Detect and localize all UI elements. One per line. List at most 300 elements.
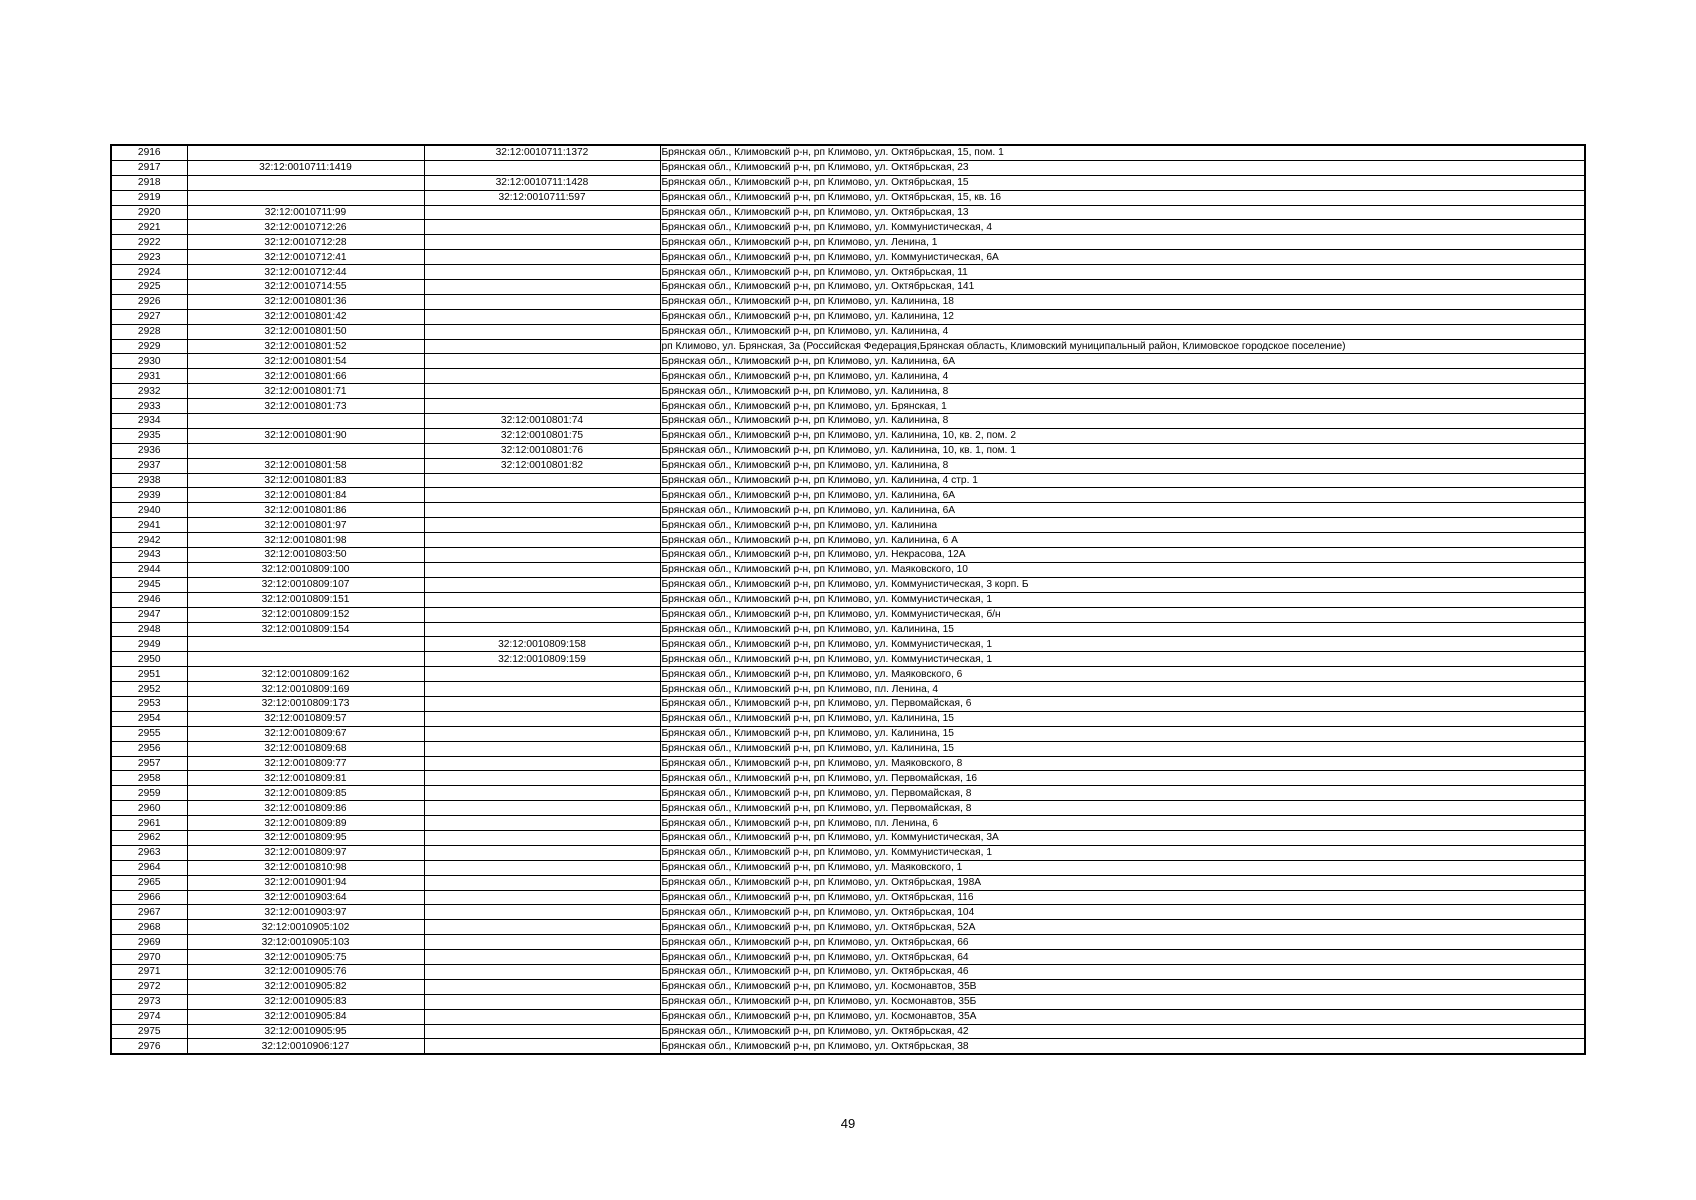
row-number-cell: 2962 bbox=[111, 830, 187, 845]
row-number-cell: 2923 bbox=[111, 250, 187, 265]
related-cadastral-number-cell bbox=[424, 890, 660, 905]
address-cell: Брянская обл., Климовский р-н, рп Климово, ул. Коммунистическая, 1 bbox=[660, 652, 1585, 667]
cadastral-number-cell: 32:12:0010809:100 bbox=[187, 562, 424, 577]
row-number-cell: 2942 bbox=[111, 533, 187, 548]
cadastral-number-cell: 32:12:0010810:98 bbox=[187, 860, 424, 875]
address-cell: Брянская обл., Климовский р-н, рп Климово, ул. Маяковского, 10 bbox=[660, 562, 1585, 577]
row-number-cell: 2965 bbox=[111, 875, 187, 890]
cadastral-number-cell: 32:12:0010801:84 bbox=[187, 488, 424, 503]
row-number-cell: 2938 bbox=[111, 473, 187, 488]
address-cell: Брянская обл., Климовский р-н, рп Климово, ул. Октябрьская, 15, кв. 16 bbox=[660, 190, 1585, 205]
related-cadastral-number-cell bbox=[424, 562, 660, 577]
address-cell: Брянская обл., Климовский р-н, рп Климово, ул. Первомайская, 8 bbox=[660, 786, 1585, 801]
address-cell: Брянская обл., Климовский р-н, рп Климово, ул. Калинина, 18 bbox=[660, 294, 1585, 309]
related-cadastral-number-cell bbox=[424, 771, 660, 786]
address-cell: Брянская обл., Климовский р-н, рп Климово, ул. Октябрьская, 13 bbox=[660, 205, 1585, 220]
related-cadastral-number-cell bbox=[424, 1009, 660, 1024]
related-cadastral-number-cell bbox=[424, 682, 660, 697]
related-cadastral-number-cell: 32:12:0010809:158 bbox=[424, 637, 660, 652]
related-cadastral-number-cell bbox=[424, 860, 660, 875]
table-row bbox=[111, 458, 1585, 473]
address-cell: Брянская обл., Климовский р-н, рп Климово, ул. Первомайская, 6 bbox=[660, 696, 1585, 711]
cadastral-number-cell: 32:12:0010809:85 bbox=[187, 786, 424, 801]
cadastral-number-cell: 32:12:0010905:84 bbox=[187, 1009, 424, 1024]
table-row bbox=[111, 324, 1585, 339]
cadastral-number-cell: 32:12:0010905:95 bbox=[187, 1024, 424, 1039]
cadastral-number-cell: 32:12:0010801:36 bbox=[187, 294, 424, 309]
row-number-cell: 2941 bbox=[111, 518, 187, 533]
cadastral-number-cell: 32:12:0010906:127 bbox=[187, 1039, 424, 1054]
table-row bbox=[111, 354, 1585, 369]
related-cadastral-number-cell: 32:12:0010711:1372 bbox=[424, 145, 660, 160]
row-number-cell: 2919 bbox=[111, 190, 187, 205]
row-number-cell: 2973 bbox=[111, 994, 187, 1009]
row-number-cell: 2951 bbox=[111, 667, 187, 682]
table-row bbox=[111, 830, 1585, 845]
address-cell: Брянская обл., Климовский р-н, рп Климово, ул. Некрасова, 12А bbox=[660, 548, 1585, 563]
registry-table bbox=[110, 144, 1586, 1055]
cadastral-number-cell: 32:12:0010809:86 bbox=[187, 801, 424, 816]
row-number-cell: 2933 bbox=[111, 399, 187, 414]
cadastral-number-cell: 32:12:0010801:98 bbox=[187, 533, 424, 548]
row-number-cell: 2970 bbox=[111, 950, 187, 965]
cadastral-number-cell bbox=[187, 175, 424, 190]
row-number-cell: 2950 bbox=[111, 652, 187, 667]
address-cell: Брянская обл., Климовский р-н, рп Климово, ул. Калинина, 15 bbox=[660, 622, 1585, 637]
related-cadastral-number-cell bbox=[424, 265, 660, 280]
related-cadastral-number-cell bbox=[424, 354, 660, 369]
cadastral-number-cell: 32:12:0010712:41 bbox=[187, 250, 424, 265]
row-number-cell: 2961 bbox=[111, 816, 187, 831]
related-cadastral-number-cell bbox=[424, 235, 660, 250]
table-row bbox=[111, 652, 1585, 667]
related-cadastral-number-cell bbox=[424, 205, 660, 220]
related-cadastral-number-cell bbox=[424, 294, 660, 309]
cadastral-number-cell: 32:12:0010809:68 bbox=[187, 741, 424, 756]
row-number-cell: 2959 bbox=[111, 786, 187, 801]
cadastral-number-cell: 32:12:0010712:44 bbox=[187, 265, 424, 280]
address-cell: Брянская обл., Климовский р-н, рп Климово, ул. Октябрьская, 11 bbox=[660, 265, 1585, 280]
address-cell: Брянская обл., Климовский р-н, рп Климово, ул. Калинина, 15 bbox=[660, 741, 1585, 756]
row-number-cell: 2949 bbox=[111, 637, 187, 652]
address-cell: Брянская обл., Климовский р-н, рп Климово, ул. Маяковского, 6 bbox=[660, 667, 1585, 682]
address-cell: Брянская обл., Климовский р-н, рп Климово, ул. Октябрьская, 46 bbox=[660, 964, 1585, 979]
related-cadastral-number-cell: 32:12:0010711:597 bbox=[424, 190, 660, 205]
related-cadastral-number-cell bbox=[424, 756, 660, 771]
page-number: 49 bbox=[840, 1116, 856, 1131]
row-number-cell: 2926 bbox=[111, 294, 187, 309]
cadastral-number-cell: 32:12:0010714:55 bbox=[187, 280, 424, 295]
table-row bbox=[111, 964, 1585, 979]
row-number-cell: 2917 bbox=[111, 160, 187, 175]
row-number-cell: 2931 bbox=[111, 369, 187, 384]
related-cadastral-number-cell: 32:12:0010801:76 bbox=[424, 443, 660, 458]
table-row bbox=[111, 682, 1585, 697]
cadastral-number-cell: 32:12:0010801:83 bbox=[187, 473, 424, 488]
registry-table-body bbox=[111, 145, 1585, 1054]
address-cell: Брянская обл., Климовский р-н, рп Климово, пл. Ленина, 4 bbox=[660, 682, 1585, 697]
related-cadastral-number-cell bbox=[424, 1039, 660, 1054]
table-row bbox=[111, 801, 1585, 816]
cadastral-number-cell: 32:12:0010801:54 bbox=[187, 354, 424, 369]
cadastral-number-cell: 32:12:0010809:95 bbox=[187, 830, 424, 845]
row-number-cell: 2957 bbox=[111, 756, 187, 771]
cadastral-number-cell bbox=[187, 190, 424, 205]
cadastral-number-cell: 32:12:0010809:173 bbox=[187, 696, 424, 711]
address-cell: Брянская обл., Климовский р-н, рп Климово, ул. Коммунистическая, 3 корп. Б bbox=[660, 577, 1585, 592]
address-cell: Брянская обл., Климовский р-н, рп Климово, ул. Октябрьская, 66 bbox=[660, 935, 1585, 950]
table-row bbox=[111, 220, 1585, 235]
related-cadastral-number-cell: 32:12:0010809:159 bbox=[424, 652, 660, 667]
row-number-cell: 2968 bbox=[111, 920, 187, 935]
table-row bbox=[111, 190, 1585, 205]
address-cell: Брянская обл., Климовский р-н, рп Климово, ул. Октябрьская, 64 bbox=[660, 950, 1585, 965]
related-cadastral-number-cell bbox=[424, 935, 660, 950]
address-cell: Брянская обл., Климовский р-н, рп Климово, ул. Космонавтов, 35Б bbox=[660, 994, 1585, 1009]
cadastral-number-cell: 32:12:0010801:50 bbox=[187, 324, 424, 339]
row-number-cell: 2967 bbox=[111, 905, 187, 920]
row-number-cell: 2936 bbox=[111, 443, 187, 458]
related-cadastral-number-cell bbox=[424, 905, 660, 920]
related-cadastral-number-cell bbox=[424, 979, 660, 994]
address-cell: Брянская обл., Климовский р-н, рп Климово, ул. Октябрьская, 23 bbox=[660, 160, 1585, 175]
table-row bbox=[111, 339, 1585, 354]
row-number-cell: 2935 bbox=[111, 428, 187, 443]
row-number-cell: 2946 bbox=[111, 592, 187, 607]
address-cell: Брянская обл., Климовский р-н, рп Климово, ул. Калинина, 12 bbox=[660, 309, 1585, 324]
related-cadastral-number-cell bbox=[424, 309, 660, 324]
address-cell: Брянская обл., Климовский р-н, рп Климово, ул. Калинина, 8 bbox=[660, 414, 1585, 429]
cadastral-number-cell: 32:12:0010712:26 bbox=[187, 220, 424, 235]
cadastral-number-cell: 32:12:0010809:97 bbox=[187, 845, 424, 860]
cadastral-number-cell: 32:12:0010809:154 bbox=[187, 622, 424, 637]
address-cell: Брянская обл., Климовский р-н, рп Климово, ул. Маяковского, 1 bbox=[660, 860, 1585, 875]
related-cadastral-number-cell bbox=[424, 667, 660, 682]
address-cell: Брянская обл., Климовский р-н, рп Климово, ул. Октябрьская, 15 bbox=[660, 175, 1585, 190]
table-row bbox=[111, 979, 1585, 994]
related-cadastral-number-cell bbox=[424, 369, 660, 384]
address-cell: Брянская обл., Климовский р-н, рп Климово, ул. Калинина, 10, кв. 1, пом. 1 bbox=[660, 443, 1585, 458]
address-cell: Брянская обл., Климовский р-н, рп Климово, ул. Калинина, 6А bbox=[660, 503, 1585, 518]
related-cadastral-number-cell bbox=[424, 622, 660, 637]
table-row bbox=[111, 235, 1585, 250]
address-cell: Брянская обл., Климовский р-н, рп Климово, ул. Октябрьская, 198А bbox=[660, 875, 1585, 890]
row-number-cell: 2922 bbox=[111, 235, 187, 250]
table-row bbox=[111, 845, 1585, 860]
address-cell: Брянская обл., Климовский р-н, рп Климово, ул. Первомайская, 16 bbox=[660, 771, 1585, 786]
address-cell: Брянская обл., Климовский р-н, рп Климово, ул. Калинина, 4 стр. 1 bbox=[660, 473, 1585, 488]
related-cadastral-number-cell bbox=[424, 741, 660, 756]
table-row bbox=[111, 696, 1585, 711]
address-cell: Брянская обл., Климовский р-н, рп Климово, ул. Калинина, 8 bbox=[660, 458, 1585, 473]
cadastral-number-cell: 32:12:0010801:86 bbox=[187, 503, 424, 518]
related-cadastral-number-cell bbox=[424, 533, 660, 548]
table-row bbox=[111, 756, 1585, 771]
table-row bbox=[111, 875, 1585, 890]
address-cell: Брянская обл., Климовский р-н, рп Климово, ул. Коммунистическая, 1 bbox=[660, 592, 1585, 607]
row-number-cell: 2955 bbox=[111, 726, 187, 741]
related-cadastral-number-cell bbox=[424, 280, 660, 295]
table-row bbox=[111, 1024, 1585, 1039]
address-cell: Брянская обл., Климовский р-н, рп Климово, ул. Калинина, 15 bbox=[660, 711, 1585, 726]
address-cell: Брянская обл., Климовский р-н, рп Климово, ул. Калинина, 15 bbox=[660, 726, 1585, 741]
related-cadastral-number-cell bbox=[424, 920, 660, 935]
row-number-cell: 2939 bbox=[111, 488, 187, 503]
row-number-cell: 2924 bbox=[111, 265, 187, 280]
related-cadastral-number-cell bbox=[424, 1024, 660, 1039]
table-row bbox=[111, 726, 1585, 741]
row-number-cell: 2972 bbox=[111, 979, 187, 994]
address-cell: Брянская обл., Климовский р-н, рп Климово, ул. Калинина, 8 bbox=[660, 384, 1585, 399]
cadastral-number-cell: 32:12:0010809:169 bbox=[187, 682, 424, 697]
row-number-cell: 2925 bbox=[111, 280, 187, 295]
row-number-cell: 2920 bbox=[111, 205, 187, 220]
table-row bbox=[111, 562, 1585, 577]
table-row bbox=[111, 711, 1585, 726]
row-number-cell: 2916 bbox=[111, 145, 187, 160]
cadastral-number-cell: 32:12:0010901:94 bbox=[187, 875, 424, 890]
table-row bbox=[111, 607, 1585, 622]
address-cell: Брянская обл., Климовский р-н, рп Климово, ул. Первомайская, 8 bbox=[660, 801, 1585, 816]
related-cadastral-number-cell: 32:12:0010801:74 bbox=[424, 414, 660, 429]
row-number-cell: 2937 bbox=[111, 458, 187, 473]
related-cadastral-number-cell bbox=[424, 577, 660, 592]
related-cadastral-number-cell bbox=[424, 503, 660, 518]
row-number-cell: 2928 bbox=[111, 324, 187, 339]
table-row bbox=[111, 175, 1585, 190]
address-cell: Брянская обл., Климовский р-н, рп Климово, ул. Калинина, 6А bbox=[660, 488, 1585, 503]
table-row bbox=[111, 994, 1585, 1009]
address-cell: Брянская обл., Климовский р-н, рп Климово, ул. Октябрьская, 42 bbox=[660, 1024, 1585, 1039]
row-number-cell: 2943 bbox=[111, 548, 187, 563]
table-row bbox=[111, 488, 1585, 503]
related-cadastral-number-cell: 32:12:0010801:75 bbox=[424, 428, 660, 443]
cadastral-number-cell: 32:12:0010801:52 bbox=[187, 339, 424, 354]
row-number-cell: 2966 bbox=[111, 890, 187, 905]
address-cell: рп Климово, ул. Брянская, 3а (Российская Федерация,Брянская область, Климовский муниципальный район, Климовское городское поселение) bbox=[660, 339, 1585, 354]
table-row bbox=[111, 414, 1585, 429]
cadastral-number-cell: 32:12:0010905:103 bbox=[187, 935, 424, 950]
cadastral-number-cell bbox=[187, 414, 424, 429]
cadastral-number-cell: 32:12:0010801:90 bbox=[187, 428, 424, 443]
related-cadastral-number-cell bbox=[424, 994, 660, 1009]
row-number-cell: 2960 bbox=[111, 801, 187, 816]
address-cell: Брянская обл., Климовский р-н, рп Климово, ул. Космонавтов, 35В bbox=[660, 979, 1585, 994]
address-cell: Брянская обл., Климовский р-н, рп Климово, ул. Ленина, 1 bbox=[660, 235, 1585, 250]
row-number-cell: 2927 bbox=[111, 309, 187, 324]
cadastral-number-cell: 32:12:0010801:42 bbox=[187, 309, 424, 324]
table-row bbox=[111, 533, 1585, 548]
row-number-cell: 2930 bbox=[111, 354, 187, 369]
cadastral-number-cell: 32:12:0010809:89 bbox=[187, 816, 424, 831]
table-row bbox=[111, 399, 1585, 414]
cadastral-number-cell: 32:12:0010903:97 bbox=[187, 905, 424, 920]
table-row bbox=[111, 369, 1585, 384]
cadastral-number-cell: 32:12:0010712:28 bbox=[187, 235, 424, 250]
table-row bbox=[111, 384, 1585, 399]
cadastral-number-cell bbox=[187, 652, 424, 667]
cadastral-number-cell: 32:12:0010801:58 bbox=[187, 458, 424, 473]
row-number-cell: 2934 bbox=[111, 414, 187, 429]
row-number-cell: 2954 bbox=[111, 711, 187, 726]
row-number-cell: 2976 bbox=[111, 1039, 187, 1054]
cadastral-number-cell: 32:12:0010801:97 bbox=[187, 518, 424, 533]
related-cadastral-number-cell bbox=[424, 711, 660, 726]
address-cell: Брянская обл., Климовский р-н, рп Климово, ул. Коммунистическая, 1 bbox=[660, 637, 1585, 652]
table-row bbox=[111, 771, 1585, 786]
table-row bbox=[111, 592, 1585, 607]
related-cadastral-number-cell bbox=[424, 250, 660, 265]
address-cell: Брянская обл., Климовский р-н, рп Климово, ул. Калинина bbox=[660, 518, 1585, 533]
table-row bbox=[111, 443, 1585, 458]
related-cadastral-number-cell bbox=[424, 696, 660, 711]
row-number-cell: 2956 bbox=[111, 741, 187, 756]
address-cell: Брянская обл., Климовский р-н, рп Климово, ул. Октябрьская, 38 bbox=[660, 1039, 1585, 1054]
cadastral-number-cell bbox=[187, 443, 424, 458]
related-cadastral-number-cell bbox=[424, 473, 660, 488]
table-row bbox=[111, 1039, 1585, 1054]
table-row bbox=[111, 309, 1585, 324]
row-number-cell: 2932 bbox=[111, 384, 187, 399]
address-cell: Брянская обл., Климовский р-н, рп Климово, ул. Коммунистическая, 1 bbox=[660, 845, 1585, 860]
table-row bbox=[111, 518, 1585, 533]
table-row bbox=[111, 250, 1585, 265]
row-number-cell: 2918 bbox=[111, 175, 187, 190]
address-cell: Брянская обл., Климовский р-н, рп Климово, пл. Ленина, 6 bbox=[660, 816, 1585, 831]
table-row bbox=[111, 280, 1585, 295]
cadastral-number-cell: 32:12:0010905:102 bbox=[187, 920, 424, 935]
table-row bbox=[111, 890, 1585, 905]
cadastral-number-cell: 32:12:0010809:77 bbox=[187, 756, 424, 771]
related-cadastral-number-cell bbox=[424, 726, 660, 741]
address-cell: Брянская обл., Климовский р-н, рп Климово, ул. Октябрьская, 15, пом. 1 bbox=[660, 145, 1585, 160]
row-number-cell: 2952 bbox=[111, 682, 187, 697]
row-number-cell: 2944 bbox=[111, 562, 187, 577]
cadastral-number-cell: 32:12:0010809:67 bbox=[187, 726, 424, 741]
row-number-cell: 2940 bbox=[111, 503, 187, 518]
related-cadastral-number-cell bbox=[424, 964, 660, 979]
address-cell: Брянская обл., Климовский р-н, рп Климово, ул. Калинина, 6А bbox=[660, 354, 1585, 369]
related-cadastral-number-cell bbox=[424, 845, 660, 860]
related-cadastral-number-cell bbox=[424, 220, 660, 235]
table-row bbox=[111, 860, 1585, 875]
related-cadastral-number-cell bbox=[424, 816, 660, 831]
related-cadastral-number-cell bbox=[424, 160, 660, 175]
related-cadastral-number-cell: 32:12:0010711:1428 bbox=[424, 175, 660, 190]
address-cell: Брянская обл., Климовский р-н, рп Климово, ул. Октябрьская, 116 bbox=[660, 890, 1585, 905]
table-row bbox=[111, 741, 1585, 756]
related-cadastral-number-cell bbox=[424, 339, 660, 354]
address-cell: Брянская обл., Климовский р-н, рп Климово, ул. Калинина, 4 bbox=[660, 369, 1585, 384]
address-cell: Брянская обл., Климовский р-н, рп Климово, ул. Коммунистическая, б/н bbox=[660, 607, 1585, 622]
cadastral-number-cell: 32:12:0010809:151 bbox=[187, 592, 424, 607]
row-number-cell: 2948 bbox=[111, 622, 187, 637]
table-row bbox=[111, 160, 1585, 175]
cadastral-number-cell: 32:12:0010803:50 bbox=[187, 548, 424, 563]
address-cell: Брянская обл., Климовский р-н, рп Климово, ул. Космонавтов, 35А bbox=[660, 1009, 1585, 1024]
related-cadastral-number-cell bbox=[424, 830, 660, 845]
cadastral-number-cell: 32:12:0010711:1419 bbox=[187, 160, 424, 175]
cadastral-number-cell: 32:12:0010905:83 bbox=[187, 994, 424, 1009]
table-row bbox=[111, 294, 1585, 309]
table-row bbox=[111, 622, 1585, 637]
row-number-cell: 2947 bbox=[111, 607, 187, 622]
address-cell: Брянская обл., Климовский р-н, рп Климово, ул. Октябрьская, 52А bbox=[660, 920, 1585, 935]
cadastral-number-cell: 32:12:0010801:66 bbox=[187, 369, 424, 384]
table-row bbox=[111, 950, 1585, 965]
table-row bbox=[111, 265, 1585, 280]
table-row bbox=[111, 548, 1585, 563]
cadastral-number-cell: 32:12:0010809:81 bbox=[187, 771, 424, 786]
cadastral-number-cell: 32:12:0010809:152 bbox=[187, 607, 424, 622]
cadastral-number-cell bbox=[187, 145, 424, 160]
address-cell: Брянская обл., Климовский р-н, рп Климово, ул. Коммунистическая, 6А bbox=[660, 250, 1585, 265]
row-number-cell: 2953 bbox=[111, 696, 187, 711]
address-cell: Брянская обл., Климовский р-н, рп Климово, ул. Калинина, 10, кв. 2, пом. 2 bbox=[660, 428, 1585, 443]
cadastral-number-cell: 32:12:0010801:71 bbox=[187, 384, 424, 399]
table-row bbox=[111, 920, 1585, 935]
row-number-cell: 2921 bbox=[111, 220, 187, 235]
row-number-cell: 2958 bbox=[111, 771, 187, 786]
table-row bbox=[111, 905, 1585, 920]
table-row bbox=[111, 637, 1585, 652]
cadastral-number-cell: 32:12:0010809:107 bbox=[187, 577, 424, 592]
table-row bbox=[111, 503, 1585, 518]
table-row bbox=[111, 428, 1585, 443]
cadastral-number-cell: 32:12:0010711:99 bbox=[187, 205, 424, 220]
related-cadastral-number-cell: 32:12:0010801:82 bbox=[424, 458, 660, 473]
row-number-cell: 2974 bbox=[111, 1009, 187, 1024]
address-cell: Брянская обл., Климовский р-н, рп Климово, ул. Брянская, 1 bbox=[660, 399, 1585, 414]
related-cadastral-number-cell bbox=[424, 548, 660, 563]
address-cell: Брянская обл., Климовский р-н, рп Климово, ул. Калинина, 4 bbox=[660, 324, 1585, 339]
table-row bbox=[111, 816, 1585, 831]
cadastral-number-cell: 32:12:0010905:76 bbox=[187, 964, 424, 979]
cadastral-number-cell bbox=[187, 637, 424, 652]
cadastral-number-cell: 32:12:0010809:162 bbox=[187, 667, 424, 682]
table-row bbox=[111, 145, 1585, 160]
table-row bbox=[111, 667, 1585, 682]
table-row bbox=[111, 935, 1585, 950]
cadastral-number-cell: 32:12:0010905:82 bbox=[187, 979, 424, 994]
row-number-cell: 2945 bbox=[111, 577, 187, 592]
cadastral-number-cell: 32:12:0010809:57 bbox=[187, 711, 424, 726]
cadastral-number-cell: 32:12:0010903:64 bbox=[187, 890, 424, 905]
related-cadastral-number-cell bbox=[424, 607, 660, 622]
address-cell: Брянская обл., Климовский р-н, рп Климово, ул. Коммунистическая, 3А bbox=[660, 830, 1585, 845]
related-cadastral-number-cell bbox=[424, 399, 660, 414]
row-number-cell: 2969 bbox=[111, 935, 187, 950]
address-cell: Брянская обл., Климовский р-н, рп Климово, ул. Калинина, 6 А bbox=[660, 533, 1585, 548]
address-cell: Брянская обл., Климовский р-н, рп Климово, ул. Маяковского, 8 bbox=[660, 756, 1585, 771]
address-cell: Брянская обл., Климовский р-н, рп Климово, ул. Октябрьская, 104 bbox=[660, 905, 1585, 920]
row-number-cell: 2971 bbox=[111, 964, 187, 979]
row-number-cell: 2975 bbox=[111, 1024, 187, 1039]
cadastral-number-cell: 32:12:0010801:73 bbox=[187, 399, 424, 414]
table-row bbox=[111, 786, 1585, 801]
related-cadastral-number-cell bbox=[424, 384, 660, 399]
related-cadastral-number-cell bbox=[424, 592, 660, 607]
related-cadastral-number-cell bbox=[424, 801, 660, 816]
address-cell: Брянская обл., Климовский р-н, рп Климово, ул. Октябрьская, 141 bbox=[660, 280, 1585, 295]
table-row bbox=[111, 1009, 1585, 1024]
row-number-cell: 2929 bbox=[111, 339, 187, 354]
related-cadastral-number-cell bbox=[424, 488, 660, 503]
address-cell: Брянская обл., Климовский р-н, рп Климово, ул. Коммунистическая, 4 bbox=[660, 220, 1585, 235]
table-row bbox=[111, 205, 1585, 220]
related-cadastral-number-cell bbox=[424, 786, 660, 801]
related-cadastral-number-cell bbox=[424, 875, 660, 890]
